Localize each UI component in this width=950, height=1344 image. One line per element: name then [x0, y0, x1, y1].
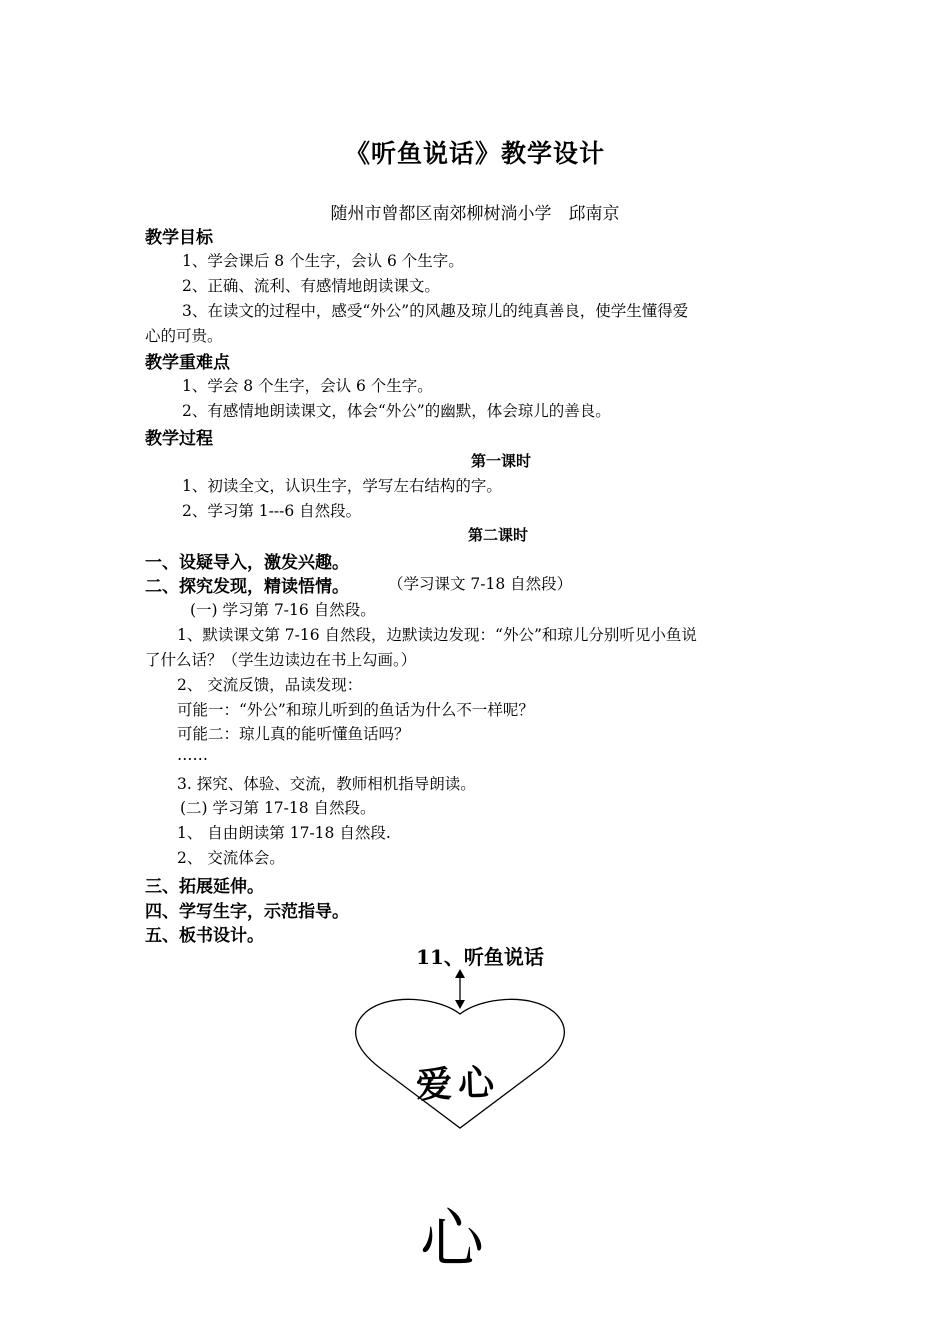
goal-item-continuation: 心的可贵。 [145, 327, 223, 345]
sub-part-item: 可能一：“外公”和琼儿听到的鱼话为什么不一样呢？ [177, 701, 534, 719]
sub-part-item: 1、 自由朗读第 17-18 自然段. [177, 824, 391, 842]
sub-part-heading: (二) 学习第 17-18 自然段。 [180, 799, 376, 817]
sub-part-item: 2、 交流反馈，品读发现： [177, 676, 363, 694]
sub-part-heading: (一) 学习第 7-16 自然段。 [190, 601, 376, 619]
goal-item: 2、正确、流利、有感情地朗读课文。 [182, 277, 440, 295]
board-design-title: 11、听鱼说话 [416, 945, 544, 969]
step-heading: 五、板书设计。 [145, 926, 264, 946]
section-heading-process: 教学过程 [145, 429, 213, 449]
sub-part-item: 3. 探究、体验、交流，教师相机指导朗读。 [177, 775, 476, 793]
goal-item: 1、学会课后 8 个生字，会认 6 个生字。 [182, 252, 464, 270]
author-line: 随州市曾都区南郊柳树淌小学 邱南京 [330, 204, 620, 224]
sub-part-item: 1、默读课文第 7-16 自然段，边默读边发现：“外公”和琼儿分别听见小鱼说 [177, 626, 697, 644]
lesson-one-item: 1、初读全文，认识生字，学写左右结构的字。 [182, 477, 502, 495]
key-point-item: 2、有感情地朗读课文，体会“外公”的幽默，体会琼儿的善良。 [182, 402, 611, 420]
heart-diagram [350, 968, 570, 1133]
step-heading: 一、设疑导入，激发兴趣。 [145, 553, 349, 573]
page-title: 《听鱼说话》教学设计 [344, 139, 605, 168]
section-heading-key-points: 教学重难点 [145, 353, 230, 373]
lesson-two-title: 第二课时 [467, 526, 528, 544]
key-point-item: 1、学会 8 个生字，会认 6 个生字。 [182, 377, 433, 395]
step-heading: 三、拓展延伸。 [145, 877, 264, 897]
large-character: 心 [420, 1203, 484, 1277]
sub-part-item: 2、 交流体会。 [177, 849, 285, 867]
lesson-one-item: 2、学习第 1---6 自然段。 [182, 502, 362, 520]
step-note: （学习课文 7-18 自然段） [388, 575, 573, 593]
sub-part-item-continuation: 了什么话？（学生边读边在书上勾画。） [145, 651, 417, 669]
sub-part-item: 可能二：琼儿真的能听懂鱼话吗？ [177, 725, 410, 743]
section-heading-goals: 教学目标 [145, 228, 213, 248]
heart-label: 爱心 [415, 1061, 501, 1107]
lesson-one-title: 第一课时 [470, 452, 531, 470]
goal-item: 3、在读文的过程中，感受“外公”的风趣及琼儿的纯真善良，使学生懂得爱 [182, 302, 689, 320]
step-heading: 二、探究发现，精读悟情。 [145, 577, 349, 597]
step-heading: 四、学写生字，示范指导。 [145, 902, 349, 922]
sub-part-item: …… [177, 746, 208, 764]
